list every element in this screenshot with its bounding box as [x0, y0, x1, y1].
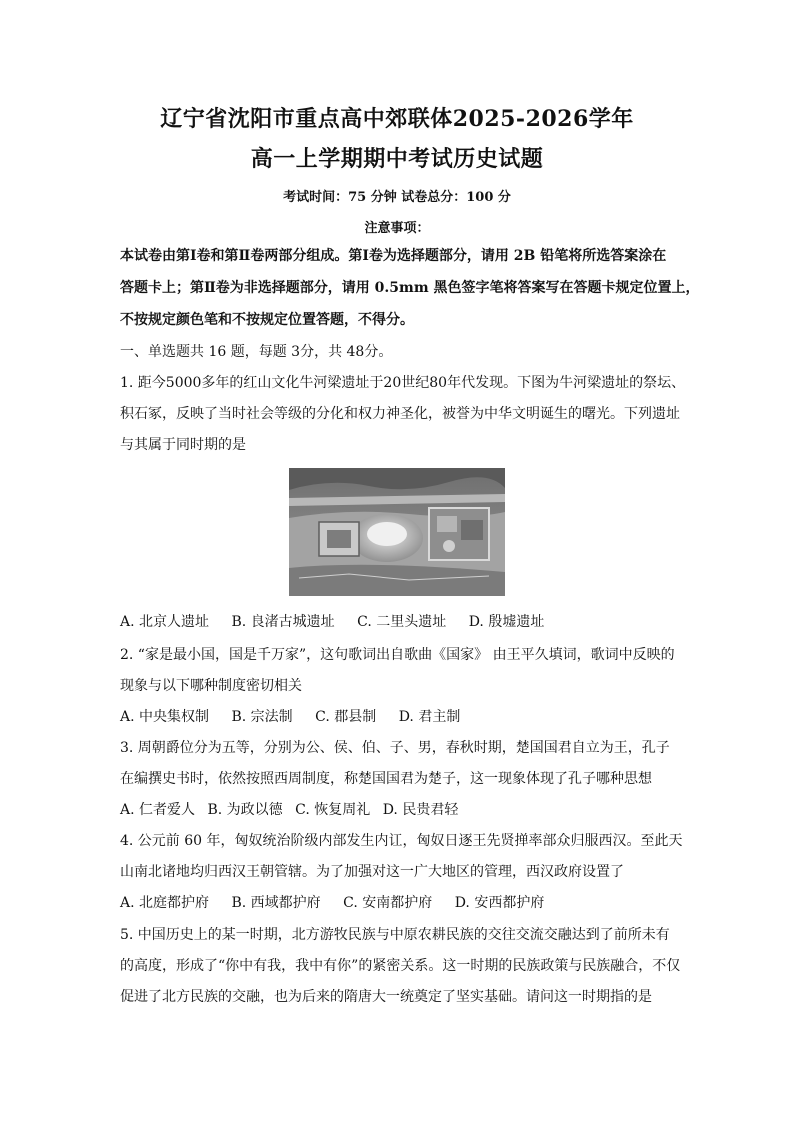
question-1-text: 1. 距今5000多年的红山文化牛河梁遗址于20世纪80年代发现。下图为牛河梁遗址的祭坛、 [120, 375, 686, 391]
question-2-text: 现象与以下哪种制度密切相关 [120, 678, 302, 694]
question-5-text: 的高度，形成了“你中有我，我中有你”的紧密关系。这一时期的民族政策与民族融合，不仅 [120, 958, 681, 974]
exam-title-line2: 高一上学期期中考试历史试题 [250, 146, 544, 172]
question-1-text: 积石冢，反映了当时社会等级的分化和权力神圣化，被誉为中华文明诞生的曙光。下列遗址 [120, 406, 680, 422]
niuheliang-site-photo [289, 468, 505, 596]
question-4-text: 山南北诸地均归西汉王朝管辖。为了加强对这一广大地区的管理，西汉政府设置了 [120, 864, 624, 880]
option-b[interactable]: B. 良渚古城遗址 [231, 614, 335, 630]
notice-line: 不按规定颜色笔和不按规定位置答题，不得分。 [120, 312, 414, 328]
question-1-options [120, 612, 562, 632]
question-2-text: 2. “家是最小国，国是千万家”，这句歌词出自歌曲《国家》 由王平久填词，歌词中反映的 [120, 647, 675, 663]
option-b[interactable]: B. 为政以德 [207, 802, 283, 818]
question-4-options [120, 893, 562, 913]
question-1-text: 与其属于同时期的是 [120, 437, 246, 453]
question-5-text: 5. 中国历史上的某一时期，北方游牧民族与中原农耕民族的交往交流交融达到了前所未有 [120, 927, 670, 943]
option-c[interactable]: C. 郡县制 [315, 709, 377, 725]
exam-info: 考试时间：75 分钟 试卷总分：100 分 [283, 190, 511, 205]
option-b[interactable]: B. 宗法制 [231, 709, 293, 725]
option-c[interactable]: C. 恢复周礼 [295, 802, 371, 818]
option-a[interactable]: A. 中央集权制 [120, 709, 210, 725]
section-heading: 一、单选题共 16 题，每题 3分，共 48分。 [120, 344, 393, 360]
question-3-text: 在编撰史书时，依然按照西周制度，称楚国国君为楚子，这一现象体现了孔子哪种思想 [120, 771, 652, 787]
option-c[interactable]: C. 二里头遗址 [357, 614, 447, 630]
question-2-options [120, 707, 478, 727]
option-a[interactable]: A. 北京人遗址 [120, 614, 210, 630]
option-c[interactable]: C. 安南都护府 [343, 895, 433, 911]
option-a[interactable]: A. 仁者爱人 [120, 802, 196, 818]
question-5-text: 促进了北方民族的交融，也为后来的隋唐大一统奠定了坚实基础。请问这一时期指的是 [120, 989, 652, 1005]
notice-line: 答题卡上；第Ⅱ卷为非选择题部分，请用 0.5mm 黑色签字笔将答案写在答题卡规定位置上， [120, 280, 700, 296]
question-4-text: 4. 公元前 60 年，匈奴统治阶级内部发生内讧，匈奴日逐王先贤掸率部众归服西汉。至此天 [120, 833, 683, 849]
notice-line: 本试卷由第Ⅰ卷和第Ⅱ卷两部分组成。第Ⅰ卷为选择题部分，请用 2B 铅笔将所选答案涂在 [120, 248, 667, 264]
option-d[interactable]: D. 殷墟遗址 [468, 614, 545, 630]
question-3-options [120, 800, 466, 820]
option-d[interactable]: D. 君主制 [398, 709, 461, 725]
exam-title-line1: 辽宁省沈阳市重点高中郊联体2025-2026学年 [160, 106, 634, 132]
option-b[interactable]: B. 西域都护府 [231, 895, 321, 911]
notice-heading: 注意事项： [364, 221, 430, 236]
question-3-text: 3. 周朝爵位分为五等，分别为公、侯、伯、子、男，春秋时期，楚国国君自立为王，孔子 [120, 740, 670, 756]
option-a[interactable]: A. 北庭都护府 [120, 895, 210, 911]
option-d[interactable]: D. 安西都护府 [454, 895, 545, 911]
option-d[interactable]: D. 民贵君轻 [382, 802, 459, 818]
